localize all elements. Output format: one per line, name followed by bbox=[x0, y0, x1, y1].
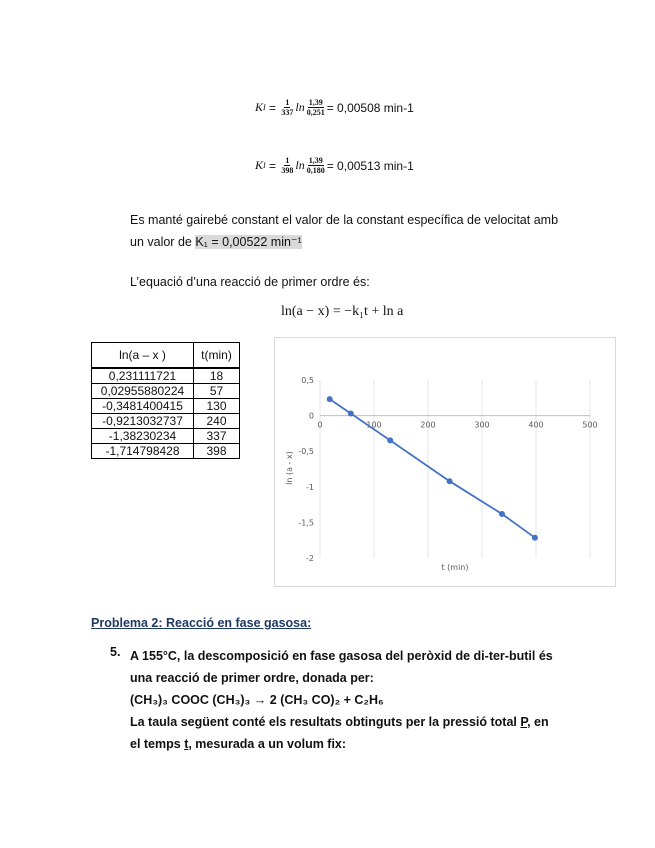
cell-ln: -0,9213032737 bbox=[92, 414, 194, 429]
eq-coefficient-fraction bbox=[281, 156, 293, 175]
problem-text: , en bbox=[527, 715, 549, 729]
problem-text: el temps bbox=[130, 737, 185, 751]
time-symbol: t bbox=[184, 737, 189, 751]
y-tick-label: -2 bbox=[306, 554, 314, 563]
table-row bbox=[92, 399, 240, 414]
eq-result: = 0,00508 min bbox=[326, 100, 404, 115]
ln-operator: ln bbox=[295, 158, 305, 172]
problem-text: , mesurada a un volum fix: bbox=[188, 737, 347, 751]
fraction-denominator: 0,251 bbox=[306, 108, 325, 117]
x-tick-label: 400 bbox=[528, 420, 544, 430]
problem-line bbox=[130, 733, 600, 755]
table-row bbox=[92, 429, 240, 444]
eq-lhs: K bbox=[255, 100, 264, 114]
x-axis-ticks bbox=[317, 416, 597, 430]
cell-time: 57 bbox=[194, 384, 240, 399]
y-axis-ticks bbox=[298, 376, 314, 563]
y-tick-label: -0,5 bbox=[298, 447, 314, 457]
eq-coefficient-fraction bbox=[281, 98, 293, 117]
table-row bbox=[92, 368, 240, 384]
paragraph-text: un valor de bbox=[130, 235, 196, 249]
x-tick-label: 100 bbox=[366, 420, 382, 430]
y-tick-label: 0 bbox=[308, 411, 314, 421]
ln-operator: ln bbox=[295, 100, 305, 114]
data-table bbox=[91, 342, 240, 459]
cell-ln: -1,714798428 bbox=[92, 444, 194, 459]
first-order-formula: ln(a − x) = −k₁t + ln a bbox=[281, 304, 404, 319]
problem-heading: Problema 2: Reacció en fase gasosa: bbox=[91, 616, 312, 630]
problem-line: A 155°C, la descomposició en fase gasosa del peròxid de di-ter-butil és bbox=[130, 649, 553, 663]
ln-vs-time-chart bbox=[275, 338, 615, 586]
eq-result-exponent: -1 bbox=[403, 100, 414, 115]
problem-line: una reacció de primer ordre, donada per: bbox=[130, 671, 374, 685]
paragraph-line: Es manté gairebé constant el valor de la constant específica de velocitat amb bbox=[130, 213, 559, 227]
cell-time: 18 bbox=[194, 368, 240, 384]
cell-ln: -0,3481400415 bbox=[92, 399, 194, 414]
data-point bbox=[327, 396, 333, 402]
paragraph-line bbox=[130, 231, 600, 253]
chart-container bbox=[274, 337, 616, 587]
y-tick-label: 0,5 bbox=[301, 376, 314, 385]
rate-constant-paragraph bbox=[130, 209, 600, 253]
cell-time: 240 bbox=[194, 414, 240, 429]
y-tick-label: -1 bbox=[306, 482, 314, 492]
fraction-denominator: 398 bbox=[281, 166, 294, 175]
pressure-symbol: P bbox=[520, 715, 528, 729]
fraction-numerator: 1 bbox=[285, 98, 290, 107]
table-header-row bbox=[92, 343, 240, 369]
fraction-numerator: 1 bbox=[285, 156, 290, 165]
first-order-intro: L’equació d’una reacció de primer ordre és: bbox=[130, 275, 370, 289]
rate-constant-equation-1: K I = $\frac{1}{337}$ ln $\frac{1,39}{0,251}$ = 0,00508 min -1 bbox=[255, 98, 414, 117]
eq-lhs: K bbox=[255, 158, 264, 172]
eq-result: = 0,00513 min bbox=[326, 158, 404, 173]
eq-lhs-subscript: I bbox=[263, 161, 266, 170]
x-tick-label: 200 bbox=[420, 420, 436, 430]
y-tick-label: -1,5 bbox=[298, 518, 314, 528]
rate-constant-equation-2: K I = $\frac{1}{398}$ ln $\frac{1,39}{0,180}$ = 0,00513 min -1 bbox=[255, 156, 414, 175]
header-time: t(min) bbox=[194, 343, 240, 369]
cell-time: 337 bbox=[194, 429, 240, 444]
highlighted-rate-constant: K₁ = 0,00522 min⁻¹ bbox=[195, 235, 302, 249]
data-point bbox=[499, 511, 505, 517]
reaction-equation: (CH₃)₃ COOC (CH₃)₃ → 2 (CH₃ CO)₂ + C₂H₆ bbox=[130, 693, 384, 707]
problem-statement bbox=[130, 645, 600, 755]
x-tick-label: 300 bbox=[474, 420, 490, 430]
eq-argument-fraction bbox=[307, 156, 325, 175]
y-axis-label: ln (a - x) bbox=[285, 451, 294, 485]
problem-number: 5. bbox=[110, 645, 121, 659]
eq-result-exponent: -1 bbox=[403, 158, 414, 173]
eq-lhs-subscript: I bbox=[263, 103, 266, 112]
data-point bbox=[387, 437, 393, 443]
table-row bbox=[92, 444, 240, 459]
x-tick-label: 500 bbox=[582, 420, 598, 430]
header-ln: ln(a – x ) bbox=[92, 343, 194, 369]
cell-ln: 0,231111721 bbox=[92, 368, 194, 384]
data-point bbox=[348, 410, 354, 416]
cell-time: 130 bbox=[194, 399, 240, 414]
table-row bbox=[92, 414, 240, 429]
data-point bbox=[447, 478, 453, 484]
problem-text: La taula següent conté els resultats obtinguts per la pressió total bbox=[130, 715, 521, 729]
table-row bbox=[92, 384, 240, 399]
x-tick-label: 0 bbox=[317, 420, 323, 430]
fraction-numerator: 1,39 bbox=[308, 98, 323, 107]
cell-ln: 0,02955880224 bbox=[92, 384, 194, 399]
fraction-numerator: 1,39 bbox=[308, 156, 323, 165]
cell-time: 398 bbox=[194, 444, 240, 459]
x-axis-label: t (min) bbox=[441, 563, 469, 572]
chart-gridlines bbox=[320, 380, 590, 558]
fraction-denominator: 337 bbox=[281, 108, 294, 117]
problem-line bbox=[130, 711, 600, 733]
data-point bbox=[532, 535, 538, 541]
fraction-denominator: 0,180 bbox=[306, 166, 325, 175]
cell-ln: -1,38230234 bbox=[92, 429, 194, 444]
eq-argument-fraction bbox=[307, 98, 325, 117]
